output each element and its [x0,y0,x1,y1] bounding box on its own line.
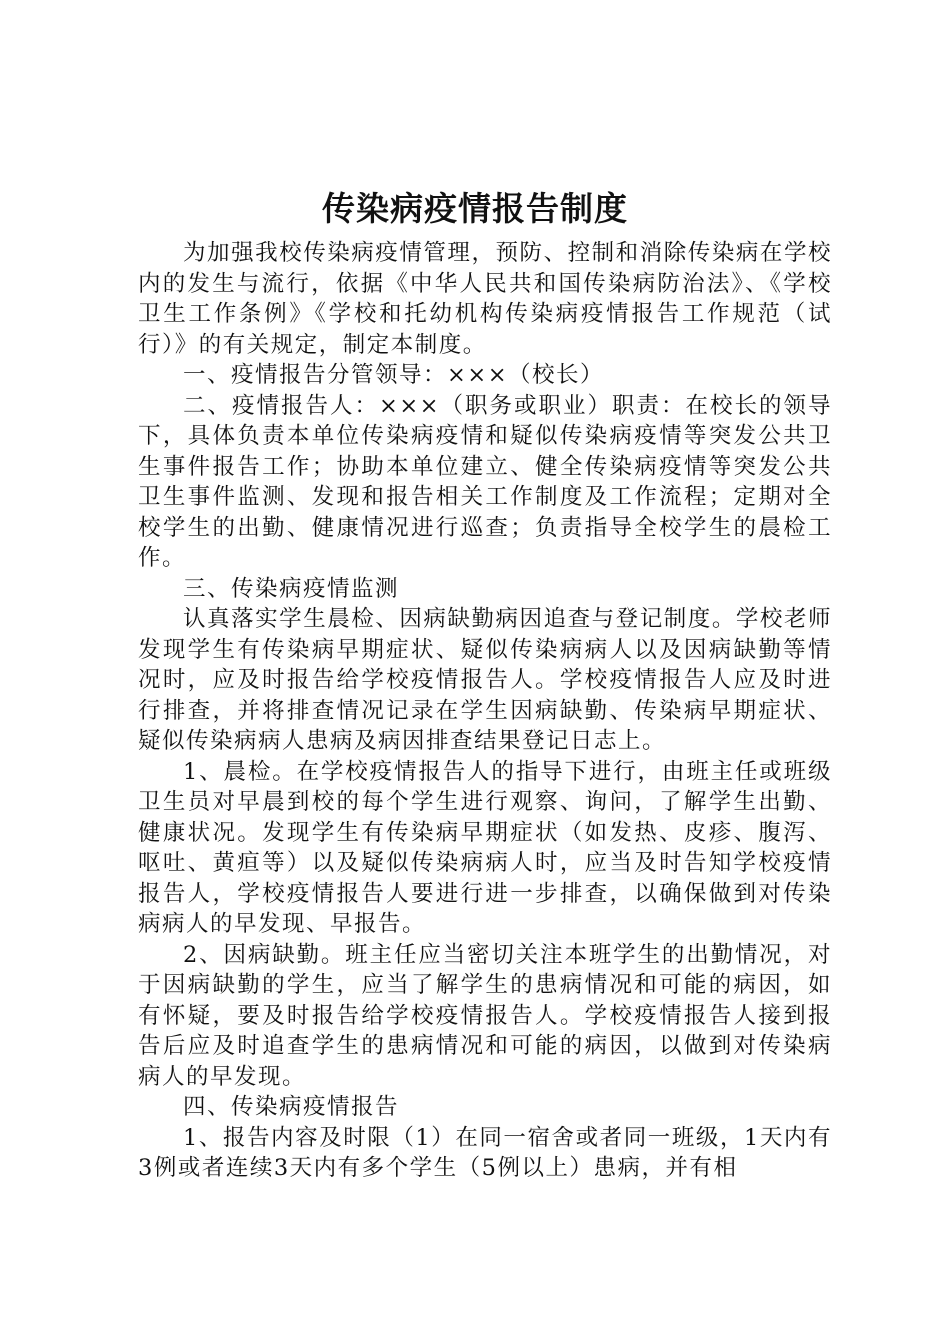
intro-paragraph: 为加强我校传染病疫情管理，预防、控制和消除传染病在学校内的发生与流行，依据《中华人民共和国传染病防治法》、《学校卫生工作条例》《学校和托幼机构传染病疫情报告工作规范（试行）》的有关规定，制定本制度。 [138,240,832,358]
reporter-duties-paragraph: 二、疫情报告人：×××（职务或职业）职责：在校长的领导下，具体负责本单位传染病疫情和疑似传染病疫情等突发公共卫生事件报告工作；协助本单位建立、健全传染病疫情等突发公共卫生事件监测、发现和报告相关工作制度及工作流程；定期对全校学生的出勤、健康情况进行巡查；负责指导全校学生的晨检工作。 [138,392,832,571]
section-heading-monitoring: 三、传染病疫情监测 [183,575,400,602]
document-title: 传染病疫情报告制度 [322,189,628,228]
document-body [138,238,832,1184]
absence-paragraph: 2、因病缺勤。班主任应当密切关注本班学生的出勤情况，对于因病缺勤的学生，应当了解学生的患病情况和可能的病因，如有怀疑，要及时报告给学校疫情报告人。学校疫情报告人接到报告后应及时追查学生的患病情况和可能的病因，以做到对传染病病人的早发现。 [138,941,832,1090]
section-heading-reporting: 四、传染病疫情报告 [183,1094,400,1120]
morning-check-paragraph: 1、晨检。在学校疫情报告人的指导下进行，由班主任或班级卫生员对早晨到校的每个学生进行观察、询问，了解学生出勤、健康状况。发现学生有传染病早期症状（如发热、皮疹、腹泻、呕吐、黄疸等）以及疑似传染病病人时，应当及时告知学校疫情报告人，学校疫情报告人要进行进一步排查，以确保做到对传染病病人的早发现、早报告。 [138,758,832,937]
monitoring-paragraph: 认真落实学生晨检、因病缺勤病因追查与登记制度。学校老师发现学生有传染病早期症状、疑似传染病病人以及因病缺勤等情况时，应及时报告给学校疫情报告人。学校疫情报告人应及时进行排查，并将排查情况记录在学生因病缺勤、传染病早期症状、疑似传染病病人患病及病因排查结果登记日志上。 [138,606,832,754]
reporting-content-paragraph: 1、报告内容及时限（1）在同一宿舍或者同一班级，1天内有3例或者连续3天内有多个学生（5例以上）患病，并有相 [138,1124,832,1181]
section-heading-leader: 一、疫情报告分管领导：×××（校长） [183,362,605,388]
